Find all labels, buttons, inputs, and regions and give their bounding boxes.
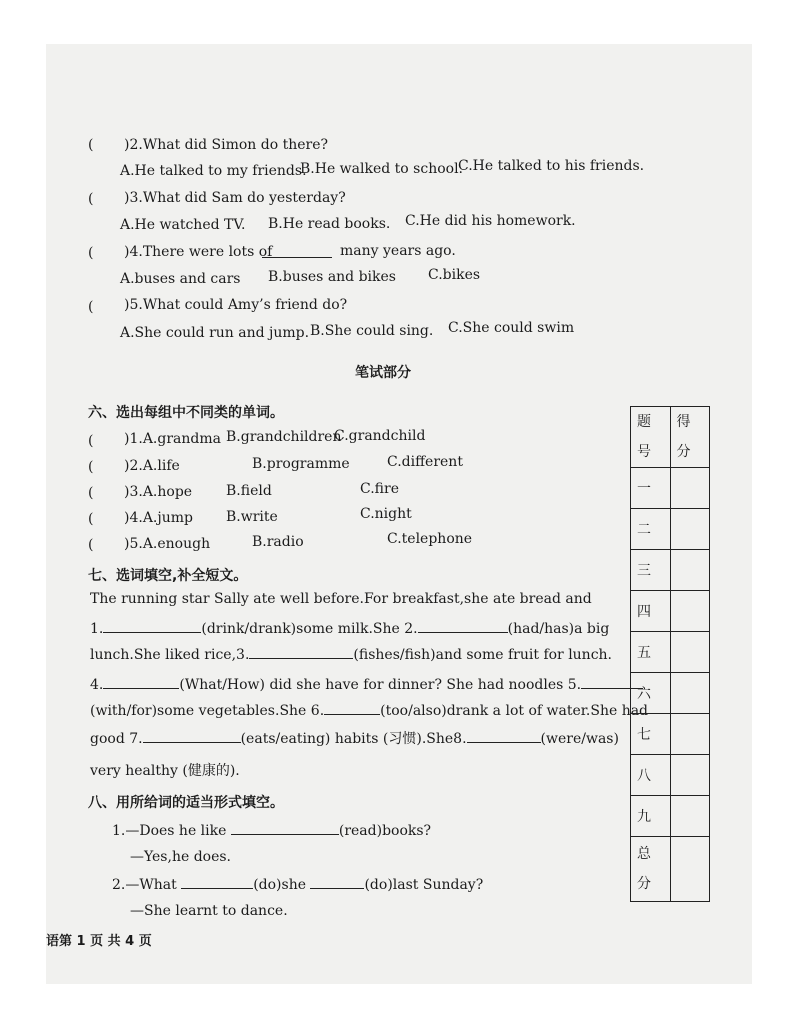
answer-blank[interactable] [231, 820, 339, 835]
option-c: C.He did his homework. [405, 213, 576, 229]
answer-blank[interactable] [103, 674, 179, 689]
answer-blank[interactable] [249, 644, 353, 659]
answer-blank[interactable] [310, 874, 364, 889]
section-number: 五 [631, 632, 671, 673]
option-c: C.He talked to his friends. [458, 158, 645, 174]
passage-line: very healthy (健康的). [90, 763, 240, 779]
question-text: (read)books? [338, 823, 432, 839]
answer-paren: ( [88, 511, 94, 527]
option-b: B.radio [252, 534, 304, 550]
option-c: C.fire [360, 481, 399, 497]
section-number: 一 [631, 468, 671, 509]
question-text-end: many years ago. [340, 243, 456, 259]
table-row [631, 550, 710, 591]
passage-line [90, 618, 609, 638]
option-b: B.write [226, 509, 278, 525]
option-b: B.buses and bikes [268, 269, 396, 285]
section6-title: 六、选出每组中不同类的单词。 [88, 405, 284, 421]
passage-text: (with/for)some vegetables.She 6. [90, 703, 325, 719]
option-c: C.night [360, 506, 412, 522]
option-c: C.grandchild [334, 428, 426, 444]
score-table [630, 406, 710, 902]
passage-text: (were/was) [540, 731, 619, 747]
header-question-number [631, 407, 671, 468]
option-a: )4.A.jump [124, 510, 193, 526]
table-row [631, 755, 710, 796]
response-line: —Yes,he does. [130, 849, 232, 865]
score-cell[interactable] [670, 796, 710, 837]
option-a: )5.A.enough [124, 536, 211, 552]
question-text: (do)she [253, 877, 307, 893]
passage-text: good 7. [90, 731, 143, 747]
table-row [631, 796, 710, 837]
question-text: )3.What did Sam do yesterday? [124, 190, 346, 206]
answer-paren: ( [88, 191, 94, 207]
blank-number: 1. [90, 621, 104, 637]
passage-line [90, 728, 619, 748]
table-header-row [631, 407, 710, 468]
answer-paren: ( [88, 459, 94, 475]
answer-paren: ( [88, 245, 94, 261]
question-text: (do)last Sunday? [364, 877, 484, 893]
total-char: 分 [637, 876, 651, 892]
section-number: 三 [631, 550, 671, 591]
score-cell[interactable] [670, 509, 710, 550]
option-c: C.different [387, 454, 463, 470]
total-char: 总 [637, 846, 651, 862]
answer-blank[interactable] [181, 874, 253, 889]
section-number: 六 [631, 673, 671, 714]
question-text: )5.What could Amy’s friend do? [124, 297, 348, 313]
score-cell[interactable] [670, 632, 710, 673]
option-b: B.programme [252, 456, 350, 472]
passage-text: (fishes/fish)and some fruit for lunch. [353, 647, 613, 663]
score-cell[interactable] [670, 468, 710, 509]
passage-line [90, 700, 648, 720]
score-cell[interactable] [670, 591, 710, 632]
score-cell[interactable] [670, 550, 710, 591]
answer-blank[interactable] [324, 700, 380, 715]
table-row [631, 673, 710, 714]
answer-blank[interactable] [103, 618, 201, 633]
option-a: A.He talked to my friends. [120, 163, 307, 179]
answer-blank[interactable] [418, 618, 508, 633]
passage-text: (had/has)a big [507, 621, 610, 637]
score-cell[interactable] [670, 673, 710, 714]
page-footer: 语第 1 页 共 4 页 [46, 934, 152, 949]
option-b: B.grandchildren [226, 429, 342, 445]
passage-line [90, 674, 643, 694]
total-label [631, 837, 671, 902]
option-a: A.buses and cars [120, 271, 241, 287]
answer-blank[interactable] [467, 728, 541, 743]
answer-blank[interactable] [262, 243, 332, 258]
section-number: 八 [631, 755, 671, 796]
question-text: )4.There were lots of [124, 244, 273, 260]
header-score [670, 407, 710, 468]
section8-title: 八、用所给词的适当形式填空。 [88, 795, 284, 811]
answer-blank[interactable] [143, 728, 241, 743]
header-char: 号 [637, 444, 651, 460]
answer-paren: ( [88, 485, 94, 501]
answer-paren: ( [88, 137, 94, 153]
section7-title: 七、选词填空,补全短文。 [88, 568, 248, 584]
passage-text: (too/also)drank a lot of water.She had [380, 703, 649, 719]
score-cell[interactable] [670, 714, 710, 755]
table-row [631, 468, 710, 509]
total-score-cell[interactable] [670, 837, 710, 902]
score-cell[interactable] [670, 755, 710, 796]
option-a: A.He watched TV. [120, 217, 246, 233]
table-row [631, 509, 710, 550]
header-char: 分 [676, 444, 691, 460]
option-b: B.field [226, 483, 272, 499]
response-line: —She learnt to dance. [130, 903, 288, 919]
option-c: C.bikes [428, 267, 481, 283]
table-row [631, 591, 710, 632]
question-text: 1.—Does he like [112, 823, 227, 839]
passage-text: (eats/eating) habits (习惯).She8. [240, 731, 467, 747]
question-text: 2.—What [112, 877, 177, 893]
section-number: 二 [631, 509, 671, 550]
answer-paren: ( [88, 433, 94, 449]
passage-line: The running star Sally ate well before.For breakfast,she ate bread and [90, 591, 592, 607]
passage-text: lunch.She liked rice,3. [90, 647, 250, 663]
section-number: 四 [631, 591, 671, 632]
option-b: B.He read books. [268, 216, 391, 232]
option-a: A.She could run and jump. [120, 325, 310, 341]
answer-paren: ( [88, 299, 94, 315]
table-row [631, 714, 710, 755]
option-c: C.She could swim [448, 320, 575, 336]
question-line [112, 820, 431, 840]
question-line [112, 874, 483, 894]
passage-text: (What/How) did she have for dinner? She had noodles 5. [179, 677, 582, 693]
option-a: )2.A.life [124, 458, 180, 474]
section-number: 九 [631, 796, 671, 837]
table-row [631, 632, 710, 673]
header-char: 题 [637, 414, 651, 430]
option-b: B.She could sing. [310, 323, 434, 339]
written-part-title: 笔试部分 [355, 365, 411, 381]
passage-text: (drink/drank)some milk.She 2. [201, 621, 418, 637]
answer-paren: ( [88, 537, 94, 553]
option-c: C.telephone [387, 531, 473, 547]
option-b: B.He walked to school. [300, 161, 464, 177]
option-a: )1.A.grandma [124, 431, 221, 447]
header-char: 得 [676, 414, 691, 430]
table-total-row [631, 837, 710, 902]
blank-number: 4. [90, 677, 104, 693]
section-number: 七 [631, 714, 671, 755]
passage-line [90, 644, 612, 664]
question-text: )2.What did Simon do there? [124, 137, 328, 153]
option-a: )3.A.hope [124, 484, 193, 500]
